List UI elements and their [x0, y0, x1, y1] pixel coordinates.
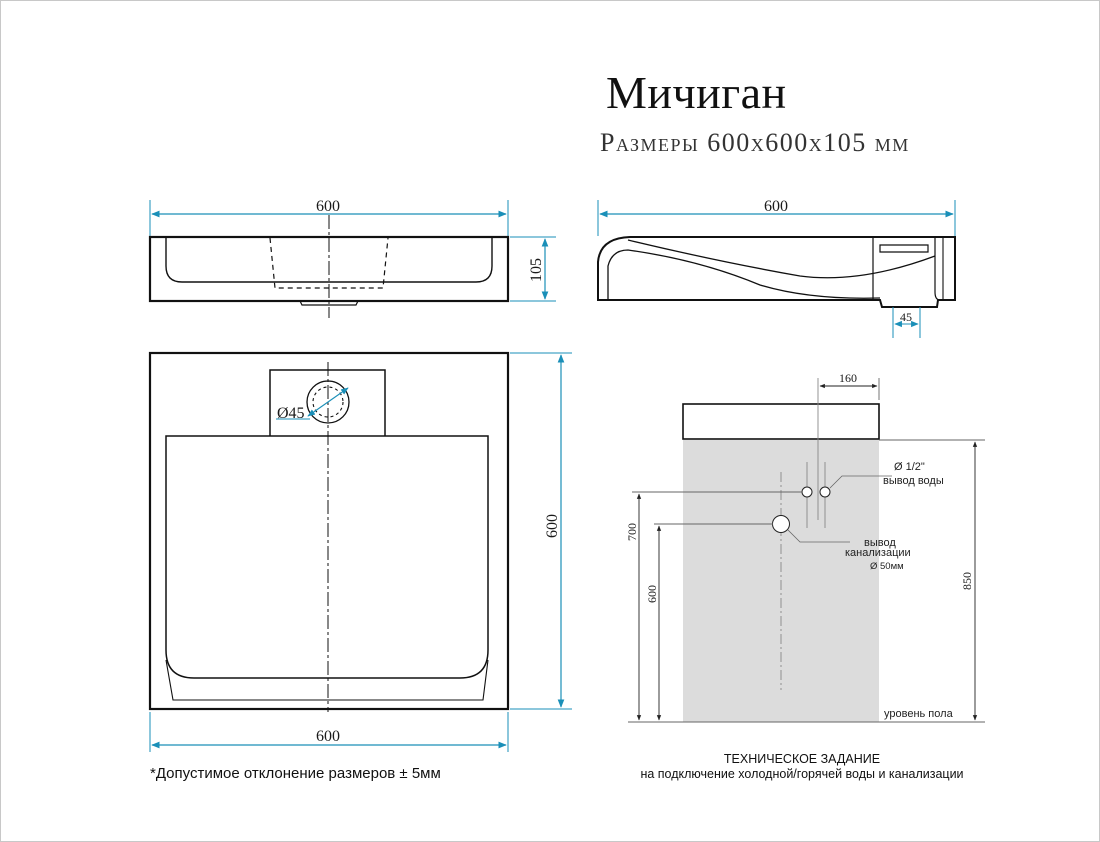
drain-diameter-label: Ø45 [277, 405, 305, 422]
product-title: Мичиган [606, 67, 787, 118]
water-outlet-label: Ø 1/2" [894, 461, 925, 473]
sink-profile [683, 404, 879, 439]
side-view [598, 198, 955, 338]
sewer-outlet [773, 516, 790, 533]
sewer-label-1: вывод [864, 537, 896, 549]
side-drain-label: 45 [900, 310, 912, 324]
height-850-label: 850 [960, 572, 974, 590]
product-dimensions: Размеры 600х600х105 мм [600, 128, 910, 157]
tolerance-note: *Допустимое отклонение размеров ± 5мм [150, 765, 441, 782]
sewer-diameter-label: Ø 50мм [870, 561, 904, 572]
offset-label: 160 [839, 371, 857, 385]
water-outlet-text: вывод воды [883, 475, 944, 487]
caption-line-2: на подключение холодной/горячей воды и канализации [640, 767, 964, 781]
top-depth-label: 600 [544, 514, 561, 538]
floor-level-label: уровень пола [884, 708, 953, 720]
height-700-label: 700 [625, 523, 639, 541]
front-height-label: 105 [528, 258, 545, 282]
front-width-label: 600 [316, 198, 340, 215]
caption-line-1: ТЕХНИЧЕСКОЕ ЗАДАНИЕ [723, 752, 881, 766]
height-600-label: 600 [645, 585, 659, 603]
top-width-label: 600 [316, 728, 340, 745]
top-view [150, 353, 572, 752]
water-outlet-cold [802, 487, 812, 497]
installation-diagram [625, 371, 985, 781]
sewer-label-2: канализации [845, 547, 911, 559]
water-outlet-hot [820, 487, 830, 497]
side-width-label: 600 [764, 198, 788, 215]
front-view [150, 198, 556, 318]
